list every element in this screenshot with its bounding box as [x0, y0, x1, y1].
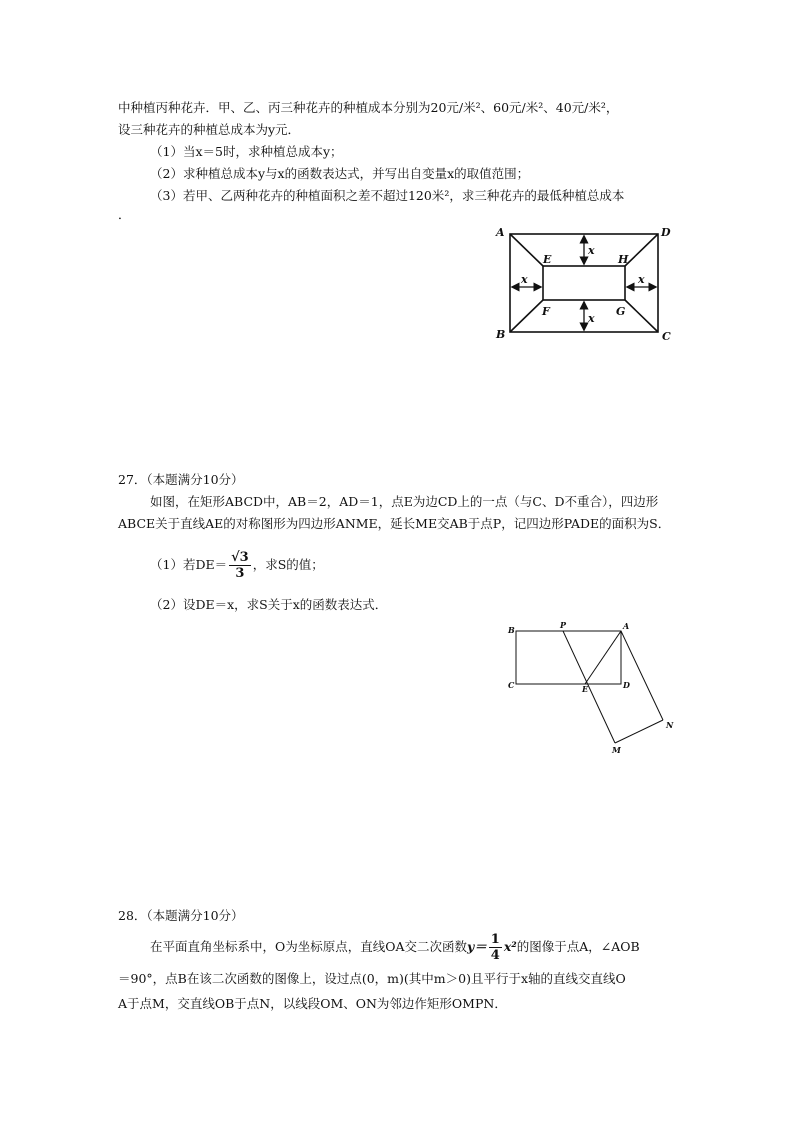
p27-heading: 27．（本题满分10分） [118, 472, 244, 487]
label-x-left: x [521, 273, 528, 286]
label-P: P [560, 620, 567, 630]
label-D: D [623, 680, 630, 690]
label-C: C [508, 680, 515, 690]
flowerbed-figure [490, 222, 680, 347]
label-H: H [618, 253, 629, 266]
one-quarter-fraction [489, 932, 502, 963]
p28-line3: A于点M，交直线OB于点N，以线段OM、ON为邻边作矩形OMPN． [118, 996, 507, 1011]
sqrt3-over-3-fraction [229, 550, 251, 581]
p27-line2: ABCE关于直线AE的对称图形为四边形ANME，延长ME交AB于点P，记四边形PADE的面积为S． [118, 516, 671, 531]
label-E: E [582, 684, 589, 694]
label-B: B [508, 625, 515, 635]
label-D: D [661, 226, 671, 239]
p28-line1-text: 在平面直角坐标系中，O为坐标原点，直线OA交二次函数 [150, 939, 468, 954]
label-x-bottom: x [588, 312, 595, 325]
p26-line2: 设三种花卉的种植总成本为y元． [118, 122, 301, 137]
p26-question-3-end: ． [118, 207, 131, 222]
p27-line1: 如图，在矩形ABCD中，AB＝2，AD＝1，点E为边CD上的一点（与C、D不重合），四边形 [150, 494, 659, 509]
p26-question-3: （3）若甲、乙两种花卉的种植面积之差不超过120米²，求三种花卉的最低种植总成本 [150, 188, 625, 203]
label-M: M [612, 745, 621, 755]
p28-line2: ＝90°，点B在该二次函数的图像上，设过点(0，m)(其中m＞0)且平行于x轴的直线交直线O [118, 971, 626, 986]
fraction-numerator: √3 [231, 550, 249, 565]
label-N: N [666, 720, 674, 730]
label-F: F [542, 305, 550, 318]
fraction-numerator: 1 [490, 932, 500, 947]
p27-question-1 [150, 548, 324, 582]
label-C: C [662, 330, 671, 343]
label-G: G [616, 305, 626, 318]
fraction-denominator: 3 [235, 566, 245, 581]
fraction-denominator: 4 [490, 948, 500, 963]
label-x-right: x [638, 273, 645, 286]
p26-question-2: （2）求种植总成本y与x的函数表达式，并写出自变量x的取值范围； [150, 166, 530, 181]
label-A: A [623, 621, 630, 631]
rectangle-fold-figure [503, 620, 688, 760]
label-E: E [543, 253, 552, 266]
label-A: A [496, 226, 505, 239]
label-x-top: x [588, 244, 595, 257]
p28-line1-text-end: 的图像于点A，∠AOB [516, 939, 640, 954]
p27-question-2: （2）设DE＝x，求S关于x的函数表达式． [150, 597, 388, 612]
label-B: B [496, 328, 506, 341]
p26-line1: 中种植丙种花卉．甲、乙、丙三种花卉的种植成本分别为20元/米²、60元/米²、40元/米²， [118, 100, 619, 115]
p26-question-1: （1）当x＝5时，求种植总成本y； [150, 144, 343, 159]
formula-y: y＝ [467, 939, 487, 954]
p27-q1-text-end: ，求S的值； [252, 557, 324, 572]
formula-x-squared: x² [503, 939, 517, 954]
p28-line1 [150, 930, 640, 964]
p27-q1-text: （1）若DE＝ [150, 557, 228, 572]
p28-heading: 28．（本题满分10分） [118, 908, 244, 923]
